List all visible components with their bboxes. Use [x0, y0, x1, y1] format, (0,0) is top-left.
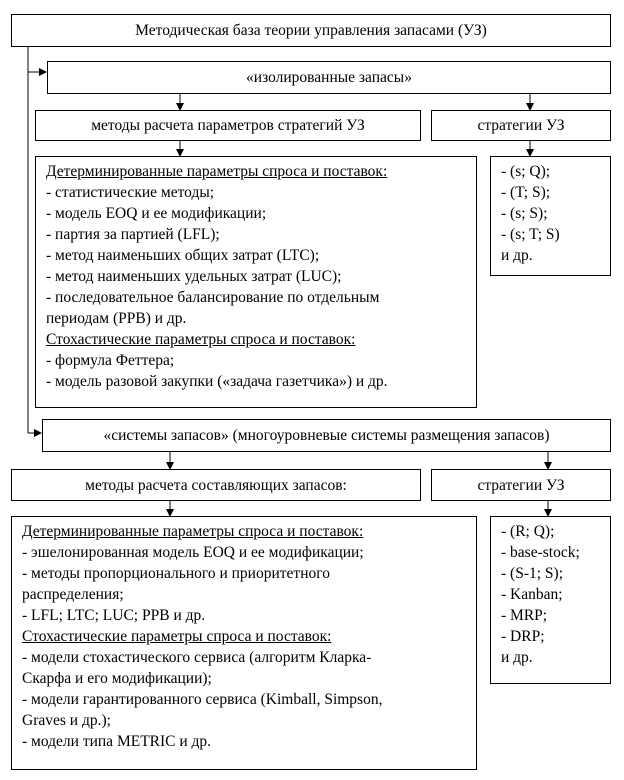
inventory-systems-header-text: «системы запасов» (многоуровневые системы размещения запасов) — [103, 427, 550, 444]
list-item: распределения; — [22, 586, 124, 603]
list-item: - (s; T; S) — [501, 226, 560, 243]
isolated-methods-list — [35, 156, 477, 408]
list-item: Детерминированные параметры спроса и поставок: — [46, 163, 388, 180]
list-item: - LFL; LTC; LUC; PPB и др. — [22, 607, 206, 624]
list-item: Graves и др.); — [22, 712, 111, 729]
list-item: Детерминированные параметры спроса и поставок: — [22, 523, 364, 540]
list-item: - Kanban; — [501, 586, 563, 603]
isolated-stocks-header — [47, 61, 611, 94]
list-item: - метод наименьших общих затрат (LTC); — [46, 247, 320, 264]
isolated-strategies-title — [431, 110, 611, 141]
list-item: - методы пропорционального и приоритетного — [22, 565, 330, 582]
list-item: - модели стохастического сервиса (алгоритм Кларка- — [22, 649, 372, 666]
isolated-strategies-list — [490, 156, 611, 276]
list-item: и др. — [501, 649, 533, 666]
list-item: Стохастические параметры спроса и поставок: — [22, 628, 332, 645]
systems-methods-title-text: методы расчета составляющих запасов: — [85, 476, 347, 494]
list-item: - модели типа METRIC и др. — [22, 733, 212, 750]
list-item: - метод наименьших удельных затрат (LUC); — [46, 268, 342, 285]
title-text: Методическая база теории управления запасами (УЗ) — [135, 22, 487, 39]
list-item: - (T; S); — [501, 184, 551, 201]
systems-strategies-title — [431, 469, 611, 501]
list-item: - (S-1; S); — [501, 565, 563, 582]
systems-methods-title — [11, 469, 421, 501]
inventory-systems-header — [42, 419, 611, 452]
list-item: - (s; S); — [501, 205, 548, 222]
list-item: - последовательное балансирование по отдельным — [46, 289, 380, 306]
list-item: - модели гарантированного сервиса (Kimball, Simpson, — [22, 691, 383, 708]
list-item: - (R; Q); — [501, 523, 555, 540]
list-item: - base-stock; — [501, 544, 580, 561]
list-item: Стохастические параметры спроса и поставок: — [46, 331, 356, 348]
list-item: Скарфа и его модификации); — [22, 670, 212, 687]
systems-methods-list — [11, 516, 477, 770]
list-item: - модель EOQ и ее модификации; — [46, 205, 267, 222]
list-item: - DRP; — [501, 628, 545, 645]
list-item: - (s; Q); — [501, 163, 551, 180]
list-item: - партия за партией (LFL); — [46, 226, 220, 243]
list-item: и др. — [501, 247, 533, 264]
list-item: - MRP; — [501, 607, 548, 624]
systems-strategies-title-text: стратегии УЗ — [477, 476, 565, 494]
isolated-methods-title-text: методы расчета параметров стратегий УЗ — [91, 117, 365, 134]
isolated-stocks-header-text: «изолированные запасы» — [246, 69, 412, 86]
list-item: - модель разовой закупки («задача газетчика») и др. — [46, 373, 388, 390]
list-item: периодам (PPB) и др. — [46, 310, 187, 327]
list-item: - эшелонированная модель EOQ и ее модификации; — [22, 544, 364, 561]
systems-strategies-list — [490, 516, 611, 684]
isolated-methods-title — [35, 110, 421, 141]
list-item: - статистические методы; — [46, 184, 215, 201]
list-item: - формула Феттера; — [46, 352, 175, 369]
isolated-strategies-title-text: стратегии УЗ — [477, 117, 565, 134]
title-box — [11, 14, 611, 47]
